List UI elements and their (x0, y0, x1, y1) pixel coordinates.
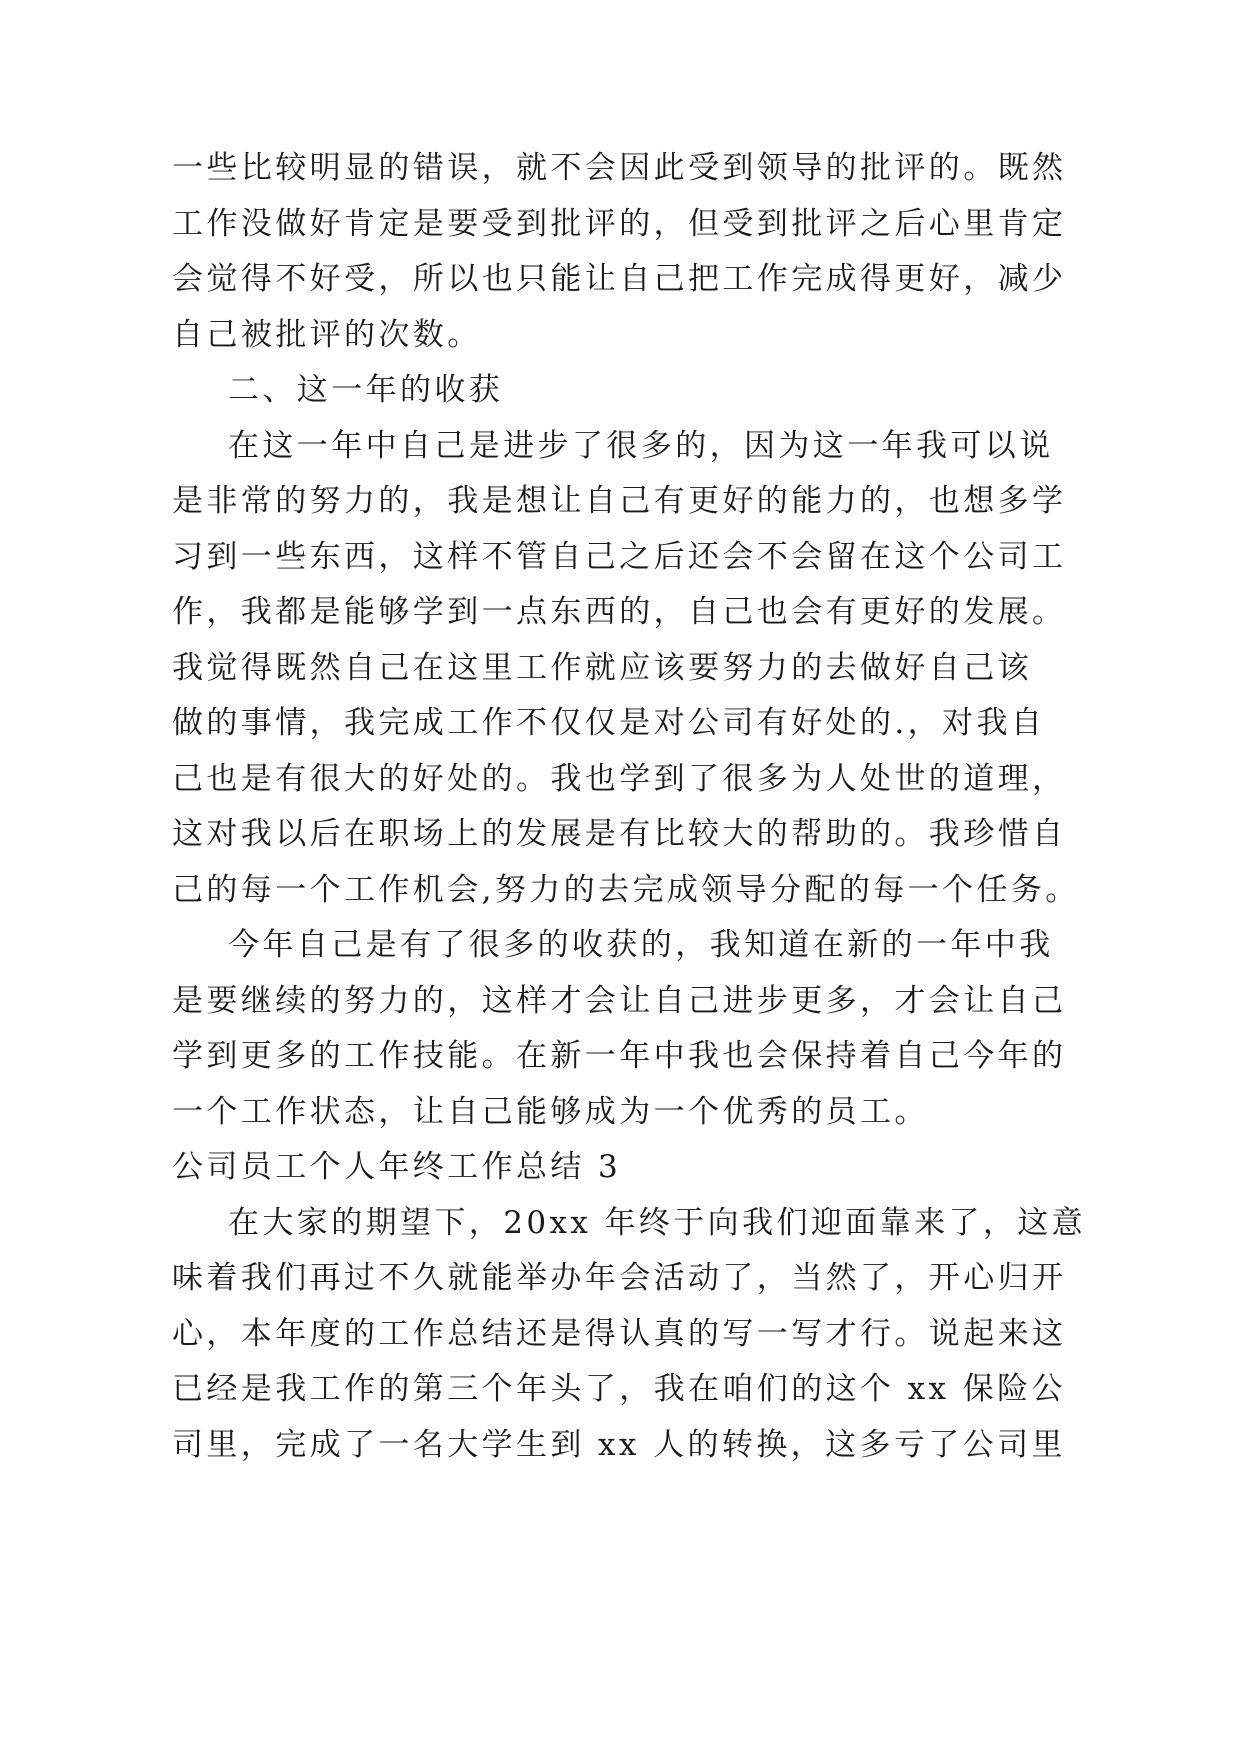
text-line: 心，本年度的工作总结还是得认真的写一写才行。说起来这 (172, 1316, 1067, 1352)
text-line: 在大家的期望下，20xx 年终于向我们迎面靠来了，这意 (228, 1205, 1087, 1241)
text-line: 己也是有很大的好处的。我也学到了很多为人处世的道理， (172, 761, 1067, 797)
text-line: 我觉得既然自己在这里工作就应该要努力的去做好自己该 (172, 650, 1032, 686)
article-title: 公司员工个人年终工作总结 3 (172, 1149, 622, 1185)
text-line: 是要继续的努力的，这样才会让自己进步更多，才会让自己 (172, 983, 1067, 1019)
text-line: 作，我都是能够学到一点东西的，自己也会有更好的发展。 (172, 594, 1067, 630)
text-line: 今年自己是有了很多的收获的，我知道在新的一年中我 (228, 927, 1054, 963)
text-line: 会觉得不好受，所以也只能让自己把工作完成得更好，减少 (172, 261, 1067, 297)
text-line: 味着我们再过不久就能举办年会活动了，当然了，开心归开 (172, 1260, 1067, 1296)
text-line: 自己被批评的次数。 (172, 317, 482, 353)
text-line: 做的事情，我完成工作不仅仅是对公司有好处的.，对我自 (172, 705, 1046, 741)
text-line: 这对我以后在职场上的发展是有比较大的帮助的。我珍惜自 (172, 816, 1067, 852)
text-line: 工作没做好肯定是要受到批评的，但受到批评之后心里肯定 (172, 206, 1067, 242)
text-line: 是非常的努力的，我是想让自己有更好的能力的，也想多学 (172, 483, 1067, 519)
text-line: 一些比较明显的错误，就不会因此受到领导的批评的。既然 (172, 150, 1067, 186)
text-line: 学到更多的工作技能。在新一年中我也会保持着自己今年的 (172, 1038, 1067, 1074)
section-heading: 二、这一年的收获 (228, 372, 504, 408)
text-line: 一个工作状态，让自己能够成为一个优秀的员工。 (172, 1094, 929, 1130)
text-line: 己的每一个工作机会,努力的去完成领导分配的每一个任务。 (172, 872, 1080, 908)
text-line: 司里，完成了一名大学生到 xx 人的转换，这多亏了公司里 (172, 1427, 1066, 1463)
text-line: 已经是我工作的第三个年头了，我在咱们的这个 xx 保险公 (172, 1371, 1066, 1407)
text-line: 习到一些东西，这样不管自己之后还会不会留在这个公司工 (172, 539, 1067, 575)
text-line: 在这一年中自己是进步了很多的，因为这一年我可以说 (228, 428, 1054, 464)
